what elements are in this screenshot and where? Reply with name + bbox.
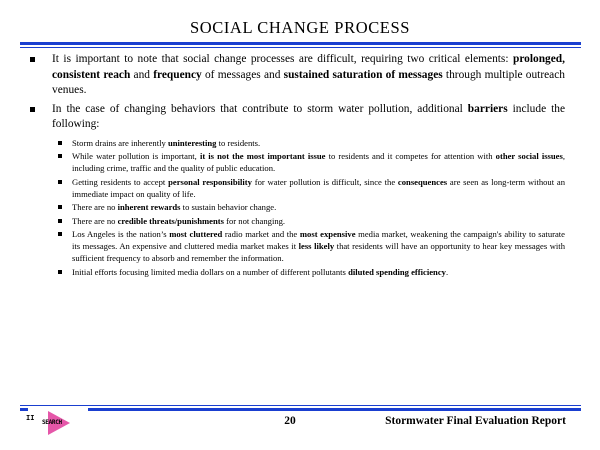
footer-rule-thin [20, 405, 581, 406]
barriers-sub-list [52, 137, 565, 278]
footer-rule-thick [88, 408, 581, 411]
sub-bullet-text [72, 138, 260, 148]
sub-bullet-item [52, 266, 565, 278]
bullet-text [52, 103, 565, 131]
title-rule-thin [20, 47, 581, 48]
text-run: to sustain behavior change. [180, 202, 277, 212]
emphasis-text: less likely [298, 241, 335, 251]
emphasis-text: most expensive [299, 229, 356, 239]
emphasis-text: personal responsibility [168, 176, 252, 187]
text-run: to residents and it competes for attention with [325, 151, 496, 161]
sub-bullet-text [72, 229, 565, 263]
sub-bullet-item [52, 137, 565, 149]
sub-bullet-text [72, 177, 565, 199]
logo-mark: II [26, 414, 35, 422]
text-run: for water pollution is difficult, since the [251, 176, 398, 187]
text-run: and [130, 68, 154, 81]
emphasis-text: most cluttered [169, 229, 223, 239]
page-title: SOCIAL CHANGE PROCESS [189, 18, 411, 37]
square-bullet-icon [58, 205, 62, 209]
footer-logo [26, 411, 70, 435]
title-rule-thick [20, 42, 581, 45]
text-run: . [445, 266, 449, 277]
text-run: There are no [72, 215, 118, 226]
text-run: that residents will have an opportunity to hear key messages with sufficient frequency to absorb and remember the information. [72, 241, 565, 263]
sub-bullet-text [72, 216, 285, 226]
text-run: Initial efforts focusing limited media dollars on a number of different pollutants [72, 266, 349, 277]
emphasis-text: other social issues [495, 151, 563, 161]
text-run: In the case of changing behaviors that contribute to storm water pollution, additional [52, 102, 468, 115]
square-bullet-icon [30, 107, 35, 112]
bullet-list [30, 52, 565, 281]
text-run: include the following: [52, 102, 566, 130]
emphasis-text: barriers [467, 102, 508, 115]
text-run: Getting residents to accept [72, 176, 169, 187]
text-run: of messages and [201, 68, 284, 81]
sub-bullet-item [52, 150, 565, 174]
text-run: to residents. [216, 137, 261, 148]
emphasis-text: prolonged, consistent reach [52, 53, 565, 81]
emphasis-text: frequency [153, 68, 202, 81]
bullet-text [52, 53, 565, 96]
text-run: , including crime, traffic and the quality of public education. [72, 151, 565, 173]
sub-bullet-item [52, 228, 565, 264]
square-bullet-icon [58, 219, 62, 223]
text-run: It is important to note that social change processes are difficult, requiring two critical elements: [52, 53, 513, 65]
text-run: Storm drains are inherently [72, 137, 168, 148]
bullet-item [30, 52, 565, 99]
square-bullet-icon [30, 57, 35, 62]
page-number: 20 [284, 415, 296, 427]
emphasis-text: uninteresting [167, 137, 217, 148]
square-bullet-icon [58, 232, 62, 236]
text-run: Los Angeles is the nation’s [72, 229, 170, 239]
logo-text: SEARCH [42, 419, 62, 426]
sub-bullet-item [52, 215, 565, 227]
square-bullet-icon [58, 180, 62, 184]
sub-bullet-text [72, 202, 276, 212]
sub-bullet-item [52, 176, 565, 200]
text-run: through multiple outreach venues. [52, 68, 565, 96]
emphasis-text: inherent rewards [117, 202, 181, 212]
emphasis-text: it is not the most important issue [199, 151, 326, 161]
square-bullet-icon [58, 141, 62, 145]
sub-bullet-text [72, 151, 565, 173]
square-bullet-icon [58, 154, 62, 158]
emphasis-text: consequences [397, 176, 448, 187]
text-run: While water pollution is important, [72, 151, 200, 161]
emphasis-text: sustained saturation of messages [283, 68, 443, 81]
square-bullet-icon [58, 270, 62, 274]
text-run: radio market and the [222, 229, 300, 239]
text-run: for not changing. [223, 215, 286, 226]
sub-bullet-text [72, 267, 448, 277]
sub-bullet-item [52, 201, 565, 213]
text-run: are seen as long-term without an immediate impact on quality of life. [72, 176, 566, 199]
emphasis-text: credible threats/punishments [117, 215, 224, 226]
text-run: There are no [72, 202, 118, 212]
report-title: Stormwater Final Evaluation Report [385, 415, 566, 427]
text-run: media market, weakening the campaign's ability to saturate its messages. An expensive and cluttered media market makes it [72, 229, 565, 251]
emphasis-text: diluted spending efficiency [348, 266, 446, 277]
bullet-item [30, 102, 565, 278]
